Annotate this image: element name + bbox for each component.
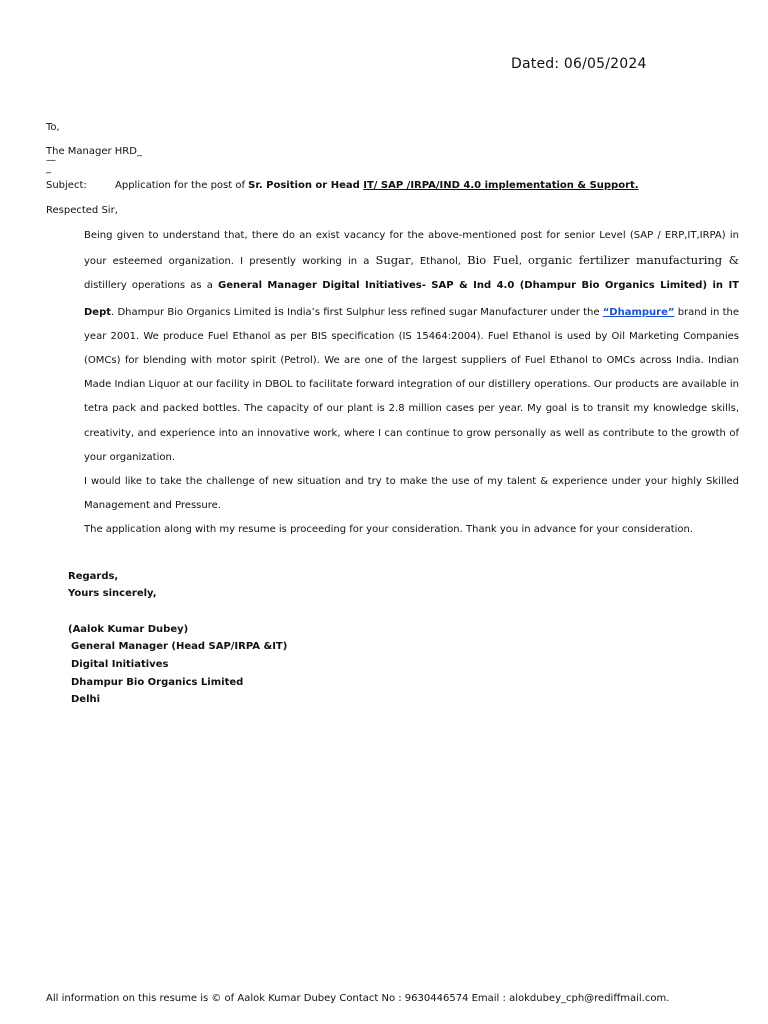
p1-serif-3: organic fertilizer manufacturing & xyxy=(528,253,740,268)
p1-serif-1: Sugar xyxy=(375,253,411,268)
recipient-text: The Manager HRD xyxy=(46,146,137,157)
salutation: Respected Sir, xyxy=(46,205,118,216)
p1-text-g: brand in the year 2001. We produce Fuel Ethanol as per BIS specification (IS 15464:2004). Fuel Ethanol is used by Oil Marketing Companies (OMCs) for blending with motor spirit (Petrol). We are one of the largest suppliers of Fuel Ethanol to OMCs across India. Indian Made Indian Liquor at our facility in DBOL to facilitate forward integration of our distillery operations. Our products are available in tetra pack and packed bottles. The capacity of our plant is 2.8 million cases per year. My goal is to transit my knowledge skills, creativity, and experience into an innovative work, where I can continue to grow personally as well as contribute to the growth of your organization. xyxy=(84,306,739,463)
yours-sincerely: Yours sincerely, xyxy=(68,588,157,599)
subject-bold: Sr. Position or Head xyxy=(248,180,364,191)
p1-serif-4: is xyxy=(274,303,284,318)
p1-text-f: India’s first Sulphur less refined sugar Manufacturer under the xyxy=(283,306,603,318)
to-line: To, xyxy=(46,122,60,133)
subject-prefix: Application for the post of xyxy=(115,180,249,191)
p1-text-d: distillery operations as a xyxy=(84,280,218,292)
subject-underlined: IT/ SAP /IRPA/IND 4.0 implementation & Support. xyxy=(363,180,639,191)
p1-text-e: . Dhampur Bio Organics Limited xyxy=(111,306,275,318)
date-line: Dated: 06/05/2024 xyxy=(511,56,647,72)
signatory-title: General Manager (Head SAP/IRPA &IT) xyxy=(71,641,288,652)
recipient-line xyxy=(46,146,142,157)
separator-marks: — _ xyxy=(46,155,56,174)
body-paragraph-1 xyxy=(84,224,739,470)
p1-serif-2: Bio Fuel xyxy=(467,253,519,268)
dhampure-link[interactable]: “Dhampure” xyxy=(602,306,675,318)
body-paragraph-2: I would like to take the challenge of new situation and try to make the use of my talent & experience under your highly Skilled Management and Pressure. xyxy=(84,476,739,512)
signatory-department: Digital Initiatives xyxy=(71,659,169,670)
signatory-company: Dhampur Bio Organics Limited xyxy=(71,677,244,688)
letter-body xyxy=(84,224,739,542)
p1-text-b: , Ethanol, xyxy=(410,256,468,268)
recipient-underscore: _ xyxy=(136,146,142,157)
subject-line xyxy=(46,180,639,191)
signatory-city: Delhi xyxy=(71,694,101,705)
p1-text-c: , xyxy=(518,256,529,268)
subject-label: Subject: xyxy=(46,180,87,191)
body-paragraph-3: The application along with my resume is proceeding for your consideration. Thank you in advance for your consideration. xyxy=(84,524,694,536)
footer-copyright: All information on this resume is © of Aalok Kumar Dubey Contact No : 9630446574 Email : alokdubey_cph@rediffmail.com. xyxy=(46,993,670,1004)
p1-text-a: Being given to understand that, there do an exist vacancy for the above-mentioned post for senior Level (SAP / ERP,IT,IRPA) in your esteemed organization. I presently working in a xyxy=(84,230,739,268)
regards: Regards, xyxy=(68,571,119,582)
p1-bold-title: General Manager Digital Initiatives- SAP & Ind 4.0 (Dhampur Bio Organics Limited) in IT Dept xyxy=(84,280,739,318)
signatory-name: (Aalok Kumar Dubey) xyxy=(68,624,189,635)
